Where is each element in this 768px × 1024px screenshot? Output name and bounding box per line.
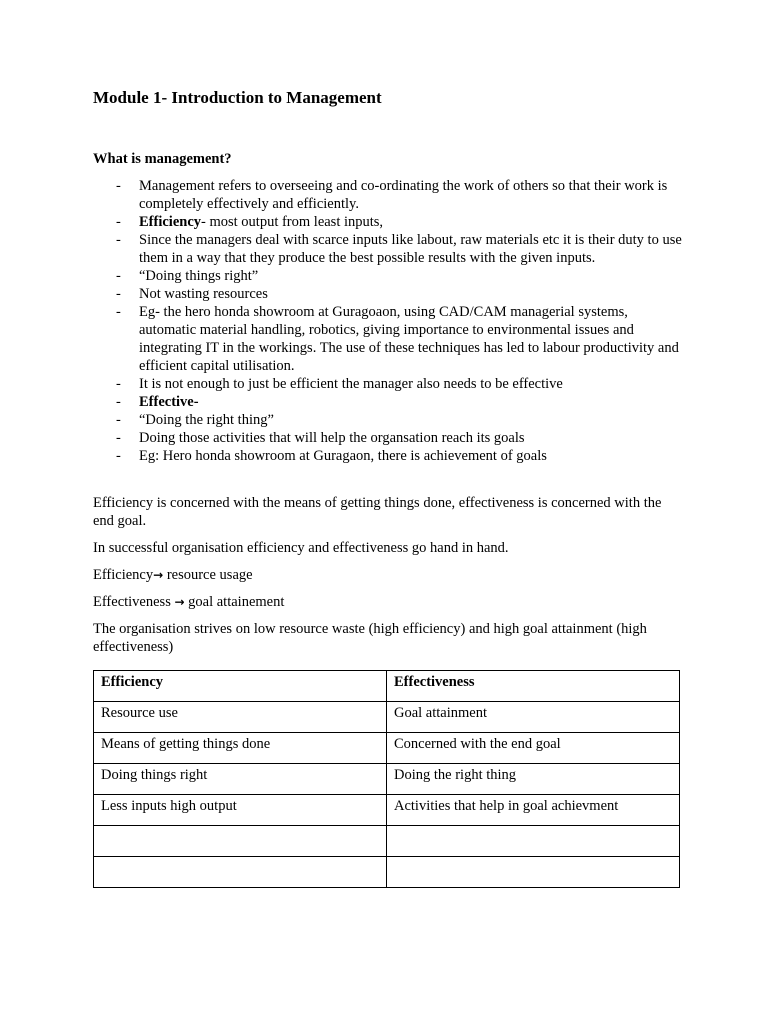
bullet-item: - Doing those activities that will help the organsation reach its goals <box>116 430 525 446</box>
table-header-cell: Effectiveness <box>387 671 680 702</box>
bullet-item: - Eg: Hero honda showroom at Guragaon, there is achievement of goals <box>116 448 547 464</box>
bullet-list <box>93 177 683 465</box>
table-cell: Concerned with the end goal <box>387 733 680 764</box>
comparison-table <box>93 670 680 888</box>
table-cell: Doing the right thing <box>387 764 680 795</box>
table-cell: Activities that help in goal achievment <box>387 795 680 826</box>
paragraph: Effectiveness → goal attainement <box>93 594 285 610</box>
table-row <box>94 857 680 888</box>
table-row <box>94 733 680 764</box>
arrow-icon: → <box>153 568 164 582</box>
table-cell <box>387 857 680 888</box>
bullet-item: - Management refers to overseeing and co-ordinating the work of others so that their work is completely effectively and efficiently. <box>116 178 668 212</box>
table-cell: Less inputs high output <box>94 795 387 826</box>
table-row <box>94 764 680 795</box>
table-cell <box>94 826 387 857</box>
bullet-item: - Eg- the hero honda showroom at Guragoaon, using CAD/CAM managerial systems, automatic material handling, robotics, giving importance to environmental issues and integrating IT in the workings. The use of these techniques has led to labour productivity and efficient capital utilisation. <box>116 304 679 374</box>
section-question: What is management? <box>93 151 232 167</box>
table-cell: Resource use <box>94 702 387 733</box>
page-title: Module 1- Introduction to Management <box>93 88 382 107</box>
bullet-item: - “Doing things right” <box>116 268 259 284</box>
paragraph: The organisation strives on low resource waste (high efficiency) and high goal attainment (high effectiveness) <box>93 621 647 655</box>
bullet-item: - It is not enough to just be efficient the manager also needs to be effective <box>116 376 563 392</box>
table-row <box>94 702 680 733</box>
paragraph: In successful organisation efficiency and effectiveness go hand in hand. <box>93 540 509 556</box>
paragraph-block <box>93 494 683 665</box>
bullet-item: - Not wasting resources <box>116 286 268 302</box>
paragraph: Efficiency→ resource usage <box>93 567 253 583</box>
table-row <box>94 795 680 826</box>
table-cell: Doing things right <box>94 764 387 795</box>
paragraph: Efficiency is concerned with the means of getting things done, effectiveness is concerned with the end goal. <box>93 495 662 529</box>
table-cell <box>94 857 387 888</box>
table-cell: Goal attainment <box>387 702 680 733</box>
bullet-item: - Since the managers deal with scarce inputs like labout, raw materials etc it is their duty to use them in a way that they produce the best possible results with the given inputs. <box>116 232 682 266</box>
table-cell: Means of getting things done <box>94 733 387 764</box>
bullet-item: - Effective- <box>116 394 199 410</box>
table-cell <box>387 826 680 857</box>
table-header-cell: Efficiency <box>94 671 387 702</box>
bullet-item: - Efficiency- most output from least inputs, <box>116 214 384 230</box>
bullet-item: - “Doing the right thing” <box>116 412 274 428</box>
arrow-icon: → <box>174 595 185 609</box>
table-header-row <box>94 671 680 702</box>
table-row <box>94 826 680 857</box>
